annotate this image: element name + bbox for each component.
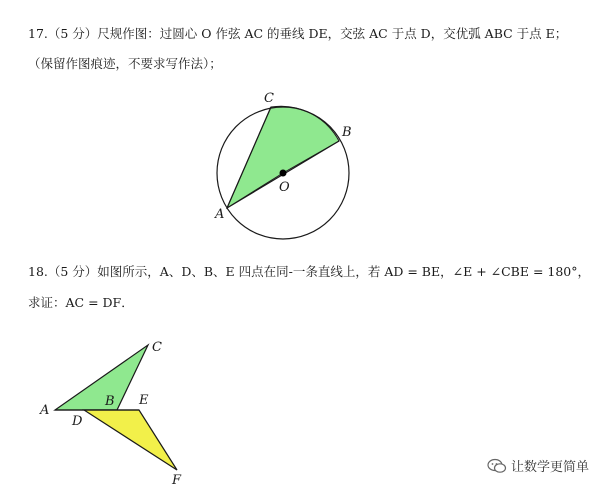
label-b18: B xyxy=(105,394,115,409)
label-a18: A xyxy=(40,403,50,418)
label-c18: C xyxy=(152,340,162,355)
label-c: C xyxy=(264,91,274,106)
watermark-text: 让数学更简单 xyxy=(510,460,589,475)
question-18-text: 18.（5 分）如图所示，A、D、B、E 四点在同-一条直线上，若 AD = BE，∠E + ∠CBE = 180°， xyxy=(28,264,591,279)
triangle-abc xyxy=(55,345,148,410)
label-a: A xyxy=(215,207,225,222)
question-17-instruction: （保留作图痕迹，不要求写作法）； xyxy=(28,56,222,71)
triangle-def xyxy=(84,410,177,470)
label-b: B xyxy=(342,125,352,140)
label-o: O xyxy=(279,180,290,195)
watermark xyxy=(487,456,589,475)
question-18-prove: 求证：AC = DF． xyxy=(28,295,134,310)
wechat-icon xyxy=(487,458,507,474)
label-f18: F xyxy=(172,473,182,488)
label-e18: E xyxy=(139,393,149,408)
label-d18: D xyxy=(72,414,83,429)
question-17-text: 17.（5 分）尺规作图：过圆心 O 作弦 AC 的垂线 DE，交弦 AC 于点 D，交优弧 ABC 于点 E； xyxy=(28,26,568,41)
